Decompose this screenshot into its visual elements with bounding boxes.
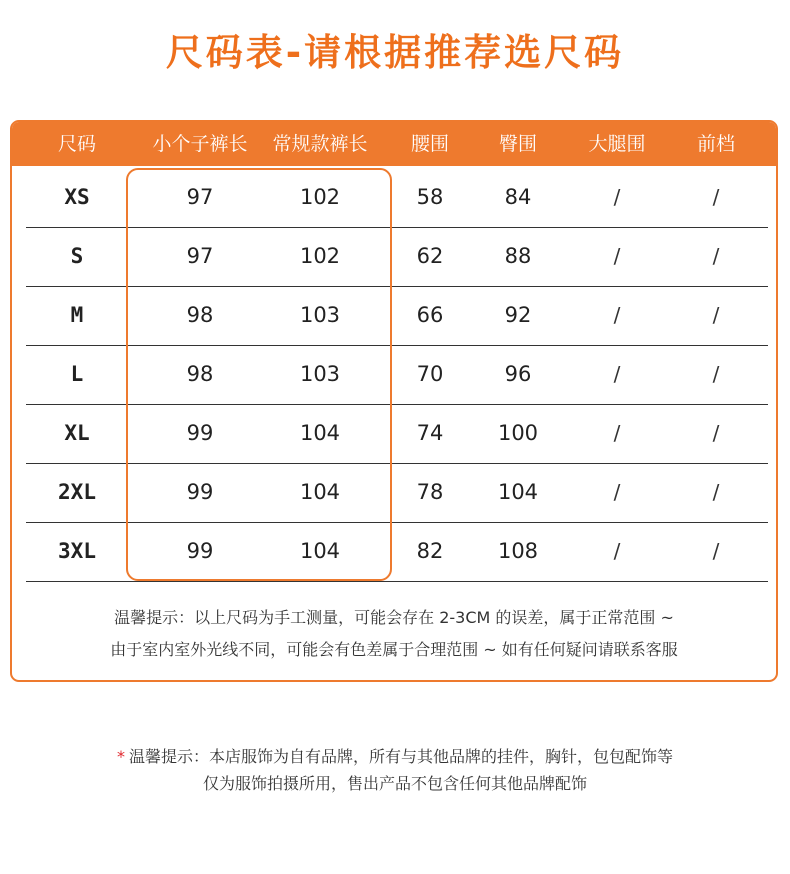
table-cell: /: [613, 244, 621, 268]
size-label: 2XL: [58, 480, 96, 504]
size-label: S: [70, 244, 84, 268]
table-cell: 82: [416, 539, 444, 563]
asterisk-icon: *: [116, 747, 125, 766]
table-cell: 103: [299, 303, 341, 327]
table-cell: 84: [504, 185, 532, 209]
table-cell: /: [613, 303, 621, 327]
header-cell: 臀围: [498, 133, 538, 155]
table-cell: 78: [416, 480, 444, 504]
table-cell: 97: [186, 244, 214, 268]
table-cell: 74: [416, 421, 444, 445]
table-cell: 104: [299, 421, 341, 445]
table-cell: /: [712, 185, 720, 209]
size-label: 3XL: [58, 539, 96, 563]
table-cell: 100: [497, 421, 539, 445]
measurement-note-line2: 由于室内室外光线不同，可能会有色差属于合理范围 ~ 如有任何疑问请联系客服: [110, 640, 678, 659]
header-cell: 腰围: [410, 133, 450, 155]
table-cell: 98: [186, 303, 214, 327]
size-label: XL: [64, 421, 90, 445]
table-cell: 108: [497, 539, 539, 563]
table-cell: 98: [186, 362, 214, 386]
table-cell: 104: [497, 480, 539, 504]
disclaimer-text1: 温馨提示：本店服饰为自有品牌，所有与其他品牌的挂件，胸针，包包配饰等: [128, 747, 673, 766]
table-cell: 103: [299, 362, 341, 386]
table-cell: 62: [416, 244, 444, 268]
size-label: L: [70, 362, 84, 386]
header-cell: 大腿围: [588, 133, 646, 155]
size-label: XS: [64, 185, 90, 209]
table-cell: /: [712, 480, 720, 504]
table-cell: 97: [186, 185, 214, 209]
table-cell: /: [613, 185, 621, 209]
table-cell: /: [712, 303, 720, 327]
table-cell: 99: [186, 539, 214, 563]
table-cell: /: [613, 539, 621, 563]
table-cell: /: [712, 421, 720, 445]
table-cell: /: [613, 362, 621, 386]
table-cell: /: [712, 539, 720, 563]
size-chart-card: [10, 120, 778, 682]
page-title: 尺码表-请根据推荐选尺码: [165, 31, 625, 74]
table-cell: 104: [299, 539, 341, 563]
header-cell: 小个子裤长: [152, 133, 248, 155]
table-cell: 99: [186, 480, 214, 504]
size-label: M: [70, 303, 84, 327]
header-cell: 前档: [696, 133, 736, 155]
table-cell: 92: [504, 303, 532, 327]
table-cell: 66: [416, 303, 444, 327]
table-cell: 99: [186, 421, 214, 445]
table-cell: 104: [299, 480, 341, 504]
table-cell: /: [712, 244, 720, 268]
table-cell: /: [613, 480, 621, 504]
table-cell: 102: [299, 185, 341, 209]
measurement-note-line1: 温馨提示：以上尺码为手工测量，可能会存在 2-3CM 的误差，属于正常范围 ~: [114, 608, 674, 627]
table-cell: 96: [504, 362, 532, 386]
header-cell: 尺码: [57, 133, 97, 155]
table-header: [12, 122, 776, 166]
table-cell: 70: [416, 362, 444, 386]
disclaimer-line2: 仅为服饰拍摄所用，售出产品不包含任何其他品牌配饰: [202, 774, 587, 793]
table-cell: /: [712, 362, 720, 386]
length-columns-highlight: [126, 168, 392, 581]
header-cell: 常规款裤长: [272, 133, 368, 155]
table-cell: 88: [504, 244, 532, 268]
table-cell: 58: [416, 185, 444, 209]
table-cell: /: [613, 421, 621, 445]
disclaimer-line1: [0, 744, 790, 767]
table-cell: 102: [299, 244, 341, 268]
